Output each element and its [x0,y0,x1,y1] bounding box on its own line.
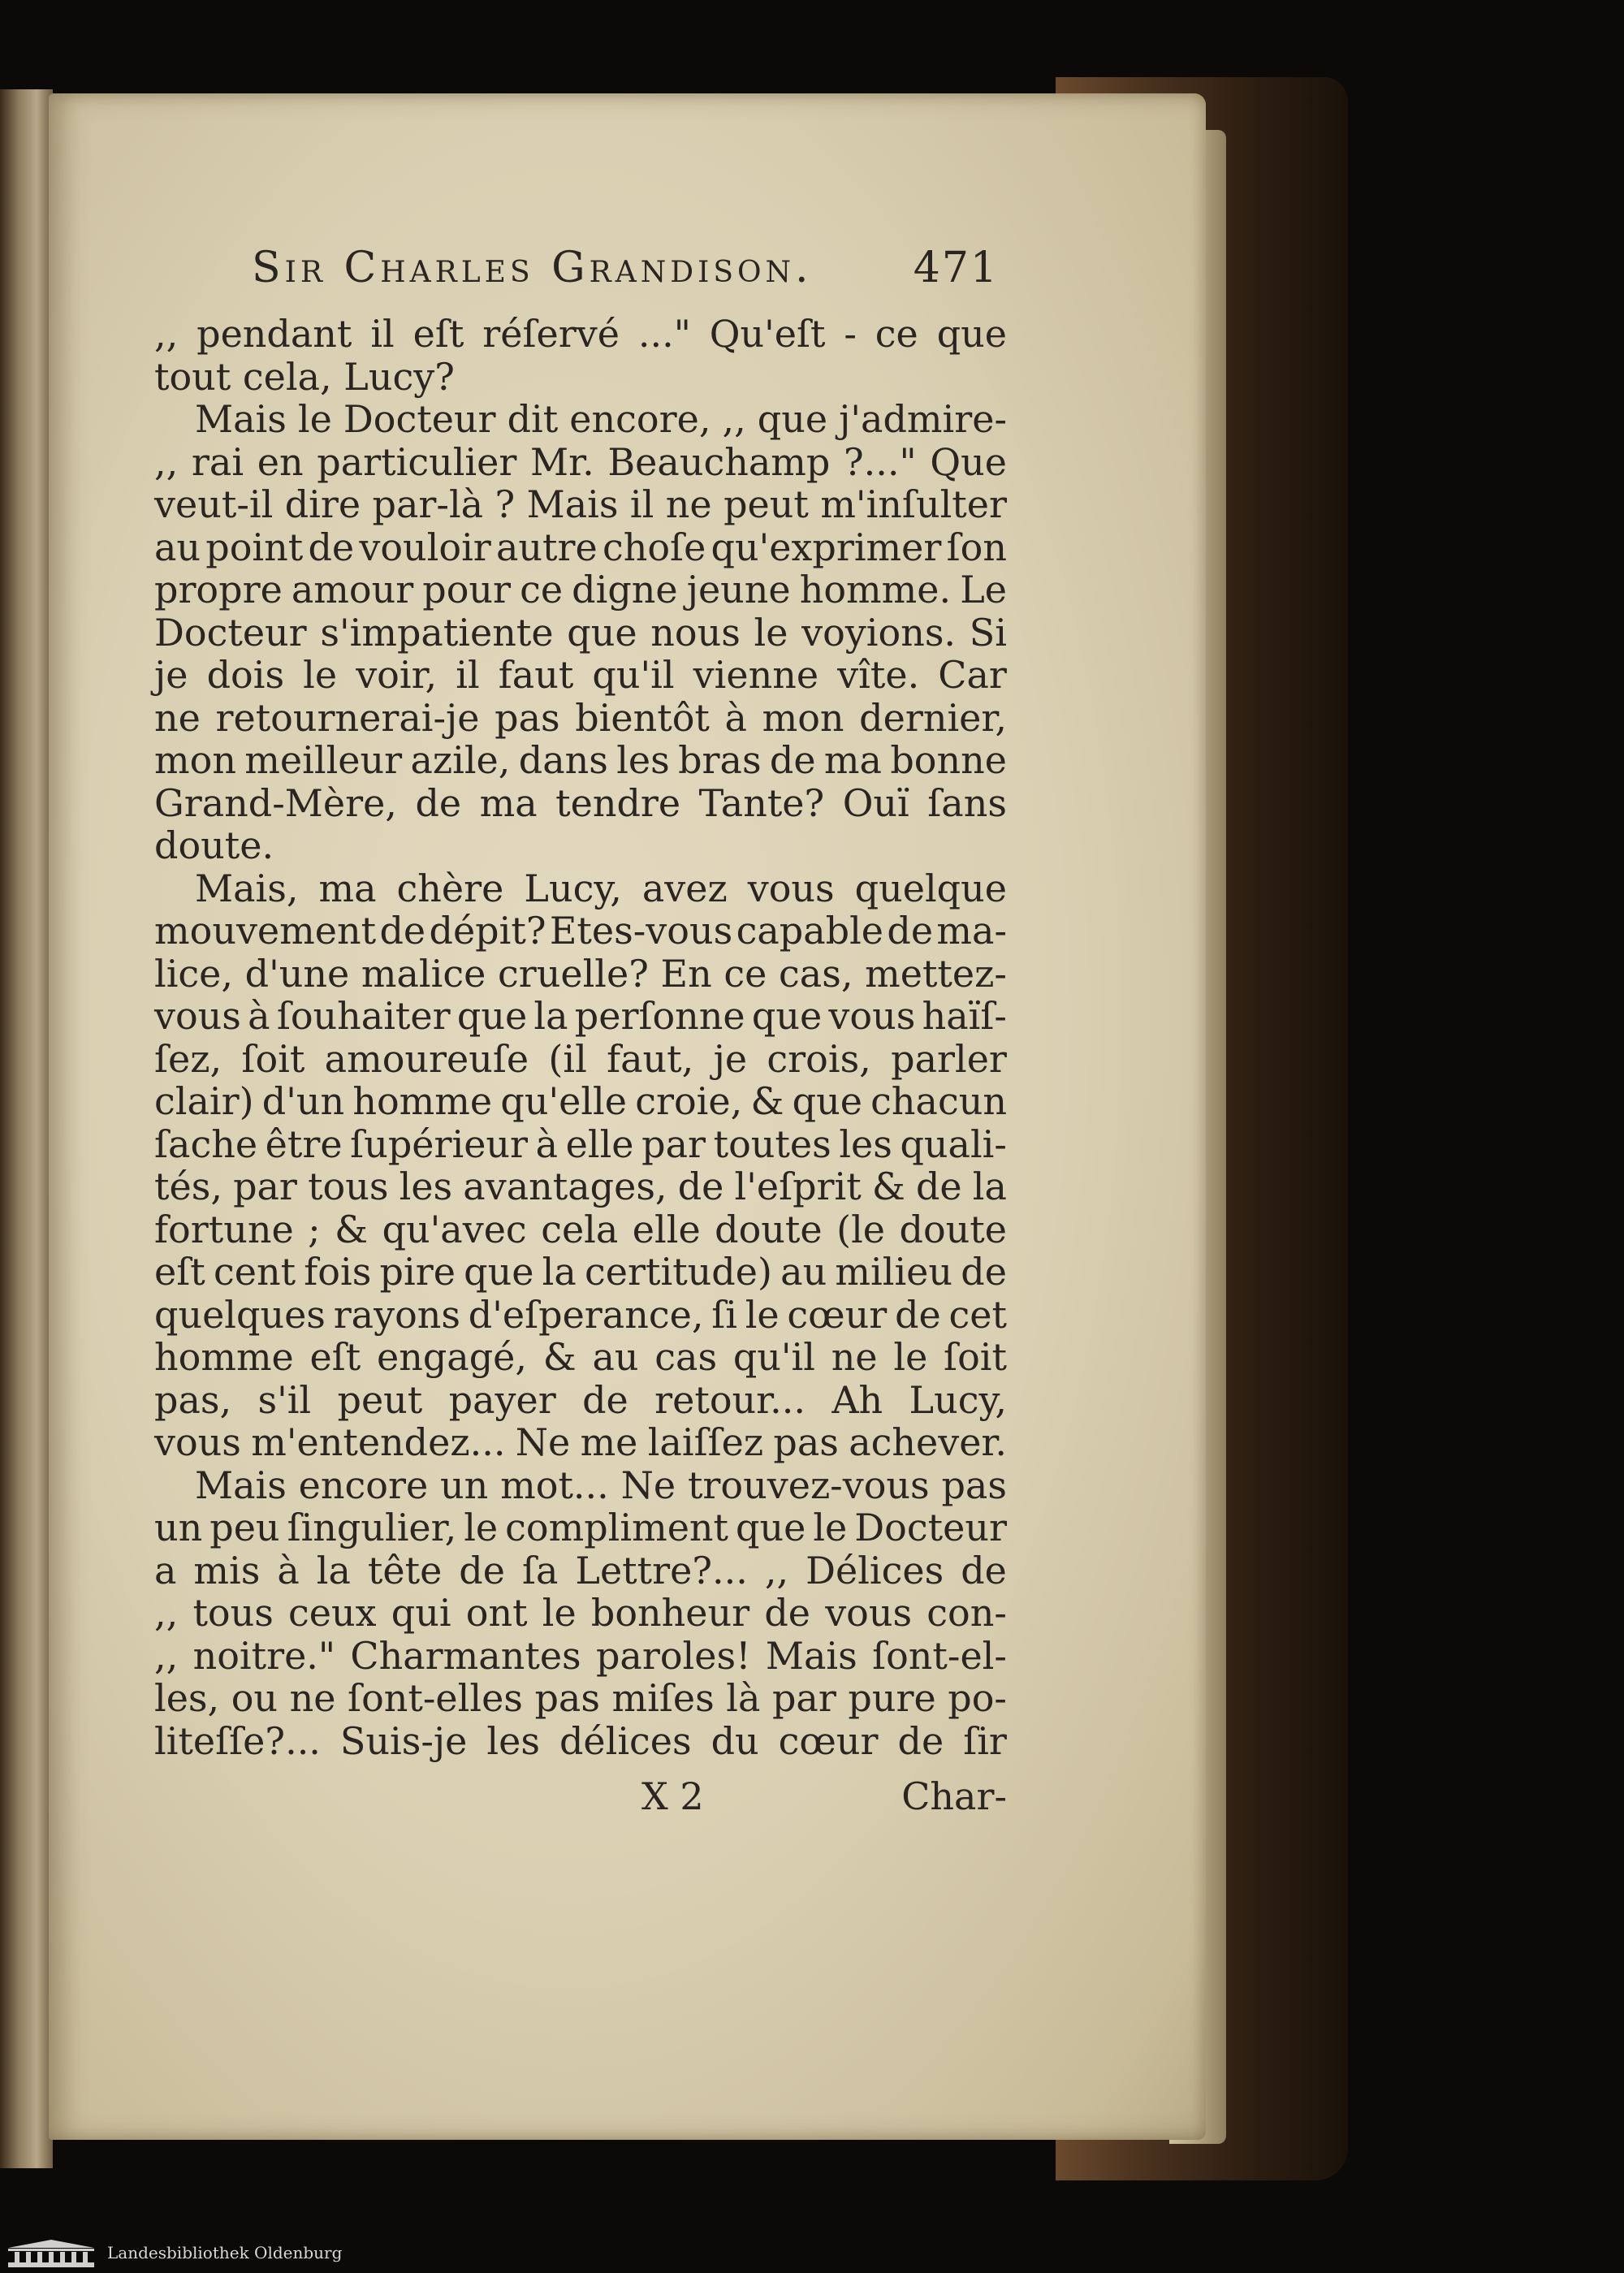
text-line: a mis à la tête de ſa Lettre?... ,, Délices de [154,1548,1007,1592]
text-line: veut-il dire par-là ? Mais il ne peut m'inſulter [154,482,1007,526]
text-line: liteſſe?... Suis-je les délices du cœur de ſir [154,1718,1007,1763]
text-line: tout cela, Lucy? [154,354,455,399]
text-line: Mais, ma chère Lucy, avez vous quelque [195,866,1007,910]
page-footer [154,1774,1007,1823]
text-line: Mais encore un mot... Ne trouvez-vous pas [195,1463,1007,1507]
running-title: Sir Charles Grandison. [252,244,813,292]
text-line: quelques rayons d'eſperance, ſi le cœur de cet [154,1292,1007,1337]
library-building-icon [6,2238,96,2269]
text-line: fortune ; & qu'avec cela elle doute (le doute [154,1207,1007,1251]
catchword: Char- [901,1774,1007,1818]
text-line: Grand-Mère, de ma tendre Tante? Ouï ſans [154,780,1007,825]
text-line: propre amour pour ce digne jeune homme. Le [154,568,1007,611]
text-line: eſt cent fois pire que la certitude) au milieu de [154,1250,1007,1294]
text-line: ſache être ſupérieur à elle par toutes les quali- [154,1121,1007,1166]
body-text [154,313,1007,1762]
text-line: au point de vouloir autre choſe qu'exprimer ſon [154,525,1007,569]
text-line: clair) d'un homme qu'elle croie, & que chacun [154,1079,1007,1123]
page-header [252,244,999,300]
text-line: ne retournerai-je pas bientôt à mon dernier, [154,695,1007,740]
text-line: lice, d'une malice cruelle? En ce cas, mettez- [154,951,1007,996]
library-name: Landesbibliothek Oldenburg [107,2243,343,2262]
library-footer-bar [0,2233,1624,2273]
text-line: ,, tous ceux qui ont le bonheur de vous con- [154,1591,1007,1635]
left-page-edge [0,89,53,2168]
text-line: ,, rai en particulier Mr. Beauchamp ?..." Que [154,439,1007,484]
text-line: ,, pendant il eſt réſervé ..." Qu'eſt - ce que [154,312,1007,356]
signature-mark: X 2 [641,1774,704,1818]
text-line: doute. [154,823,274,867]
text-line: vous m'entendez... Ne me laiſſez pas achever. [154,1420,1007,1464]
text-line: Docteur s'impatiente que nous le voyions. Si [154,610,1007,655]
text-line: homme eſt engagé, & au cas qu'il ne le ſoit [154,1335,1007,1379]
text-line: tés, par tous les avantages, de l'eſprit & de la [154,1165,1007,1208]
page-number: 471 [913,244,999,292]
text-line: pas, s'il peut payer de retour... Ah Lucy, [154,1377,1007,1422]
text-line: les, ou ne ſont-elles pas miſes là par pure po- [154,1676,1007,1720]
text-line: mon meilleur azile, dans les bras de ma bonne [154,738,1007,782]
text-line: Mais le Docteur dit encore, ,, que j'admire- [195,397,1007,441]
text-line: mouvement de dépit? Etes-vous capable de ma- [154,909,1007,953]
text-line: un peu ſingulier, le compliment que le Docteur [154,1506,1007,1549]
text-line: ſez, ſoit amoureuſe (il faut, je crois, parler [154,1036,1007,1081]
text-line: ,, noitre." Charmantes paroles! Mais ſont-el- [154,1633,1007,1678]
text-line: je dois le voir, il faut qu'il vienne vîte. Car [154,653,1007,697]
text-line: vous à ſouhaiter que la perſonne que vous haïſ- [154,994,1007,1038]
